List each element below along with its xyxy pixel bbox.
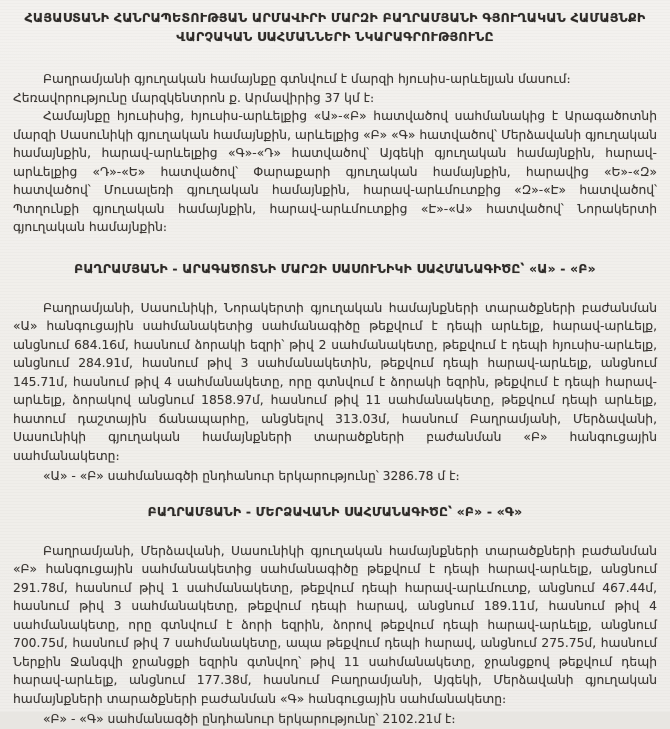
intro-location-line: Բաղրամյանի գյուղական համայնքը գտնվում է մարզի հյուսիս-արևելյան մասում։ xyxy=(43,72,571,86)
section-2-body-paragraph: Բաղրամյանի, Մերձավանի, Սասունիկի գյուղական համայնքների տարածքների բաժանման «Բ» հանգուցային սահմանակետից սահմանագիծը թեքվում է դեպի հարավ-արևելք, անցնում 291.78մ, հասնում թիվ 1 սահմանակետը, թեքվում դեպի հարավ-արևմուտք, անցնում 467.44մ, հասնում թիվ 3 սահմանակետը, թեքվում դեպի հարավ, անցնում 189.11մ, հասնում թիվ 4 սահմանակետը, որը գտնվում է ձորի եզրին, ձորով թեքվում դեպի հարավ-արևելք, անցնում 700.75մ, հասնում թիվ 7 սահմանակետը, ապա թեքվում դեպի հարավ, անցնում 275.75մ, հասնում Ներքին Ջանգվի ջրանցքի եզրին գտնվող՝ թիվ 11 սահմանակետը, ջրանցքով թեքվում դեպի հարավ-արևելք, անցնում 177.38մ, հասնում Բաղրամյանի, Այգեկի, Մերձավանի գյուղական համայնքների տարածքների բաժանման «Գ» հանգուցային սահմանակետը։ xyxy=(13,543,657,706)
spacer xyxy=(13,486,657,502)
section-2-total-length-line: «Բ» - «Գ» սահմանագծի ընդհանուր երկարությունը՝ 2102.21մ է։ xyxy=(43,712,456,726)
section-1-heading: ԲԱՂՐԱՄՅԱՆԻ - ԱՐԱԳԱԾՈՏՆԻ ՄԱՐԶԻ ՍԱՍՈՒՆԻԿԻ ՍԱՀՄԱՆԱԳԻԾԸ՝ «Ա» - «Բ» xyxy=(74,260,596,276)
section-1-body-paragraph: Բաղրամյանի, Սասունիկի, Նորակերտի գյուղական համայնքների տարածքների բաժանման «Ա» հանգուցային սահմանակետից սահմանագիծը թեքվում է դեպի արևելք, հարավ-արևելք, անցնում 684.16մ, հասնում ձորակի եզրի՝ թիվ 2 սահմանակետը, թեքվում է դեպի հյուսիս-արևելք, անցնում 284.91մ, հասնում թիվ 3 սահմանակետին, թեքվում դեպի հարավ-արևելք, անցնում 145.71մ, հասնում թիվ 4 սահմանակետը, որը գտնվում է ձորակի եզրին, թեքվում է դեպի հարավ-արևելք, ձորակով անցնում 1858.97մ, հասնում թիվ 11 սահմանակետը, թեքվում դեպի արևելք, հատում դաշտային ճանապարհը, անցնելով 313.03մ, հասնում Բաղրամյանի, Մերձավանի, Սասունիկի գյուղական համայնքների տարածքների բաժանման «Բ» հանգուցային սահմանակետը։ xyxy=(13,300,657,463)
boundary-overview-paragraph: Համայնքը հյուսիսից, հյուսիս-արևելքից «Ա»-«Բ» հատվածով սահմանակից է Արագածոտնի մարզի Սասունիկի գյուղական համայնքին, արևելքից «Բ» «Գ» հատվածով՝ Մերձավանի գյուղական համայնքին, հարավ-արևելքից «Գ»-«Դ» հատվածով՝ Այգեկի գյուղական համայնքին, հարավ-արևելքից «Դ»-«Ե» հատվածով՝ Փարաքարի գյուղական համայնքին, հարավից «Ե»-«Զ» հատվածով՝ Մուսալեռի գյուղական համայնքին, հարավ-արևմուտքից «Զ»-«Է» հատվածով՝ Պտղունքի գյուղական համայնքին, հարավ-արևմուտքից «Է»-«Ա» հատվածով՝ Նորակերտի գյուղական համայնքին։ xyxy=(13,109,657,234)
section-1-total-length-line: «Ա» - «Բ» սահմանագծի ընդհանուր երկարությունը՝ 3286.78 մ է։ xyxy=(43,469,460,483)
spacer xyxy=(13,46,657,70)
document-title-line-1: ՀԱՅԱՍՏԱՆԻ ՀԱՆՐԱՊԵՏՈՒԹՅԱՆ ԱՐՄԱՎԻՐԻ ՄԱՐԶԻ ԲԱՂՐԱՄՅԱՆԻ ԳՅՈՒՂԱԿԱՆ ՀԱՄԱՅՆՔԻ xyxy=(24,10,646,25)
intro-distance-line: Հեռավորությունը մարզկենտրոն ք. Արմավիրից 37 կմ է։ xyxy=(13,90,375,105)
section-2-heading: ԲԱՂՐԱՄՅԱՆԻ - ՄԵՐՁԱՎԱՆԻ ՍԱՀՄԱՆԱԳԻԾԸ՝ «Բ» - «Գ» xyxy=(147,503,523,519)
spacer xyxy=(13,237,657,259)
document-title-line-2: ՎԱՐՉԱԿԱՆ ՍԱՀՄԱՆՆԵՐԻ ՆԿԱՐԱԳՐՈՒԹՅՈՒՆԸ xyxy=(176,29,494,44)
